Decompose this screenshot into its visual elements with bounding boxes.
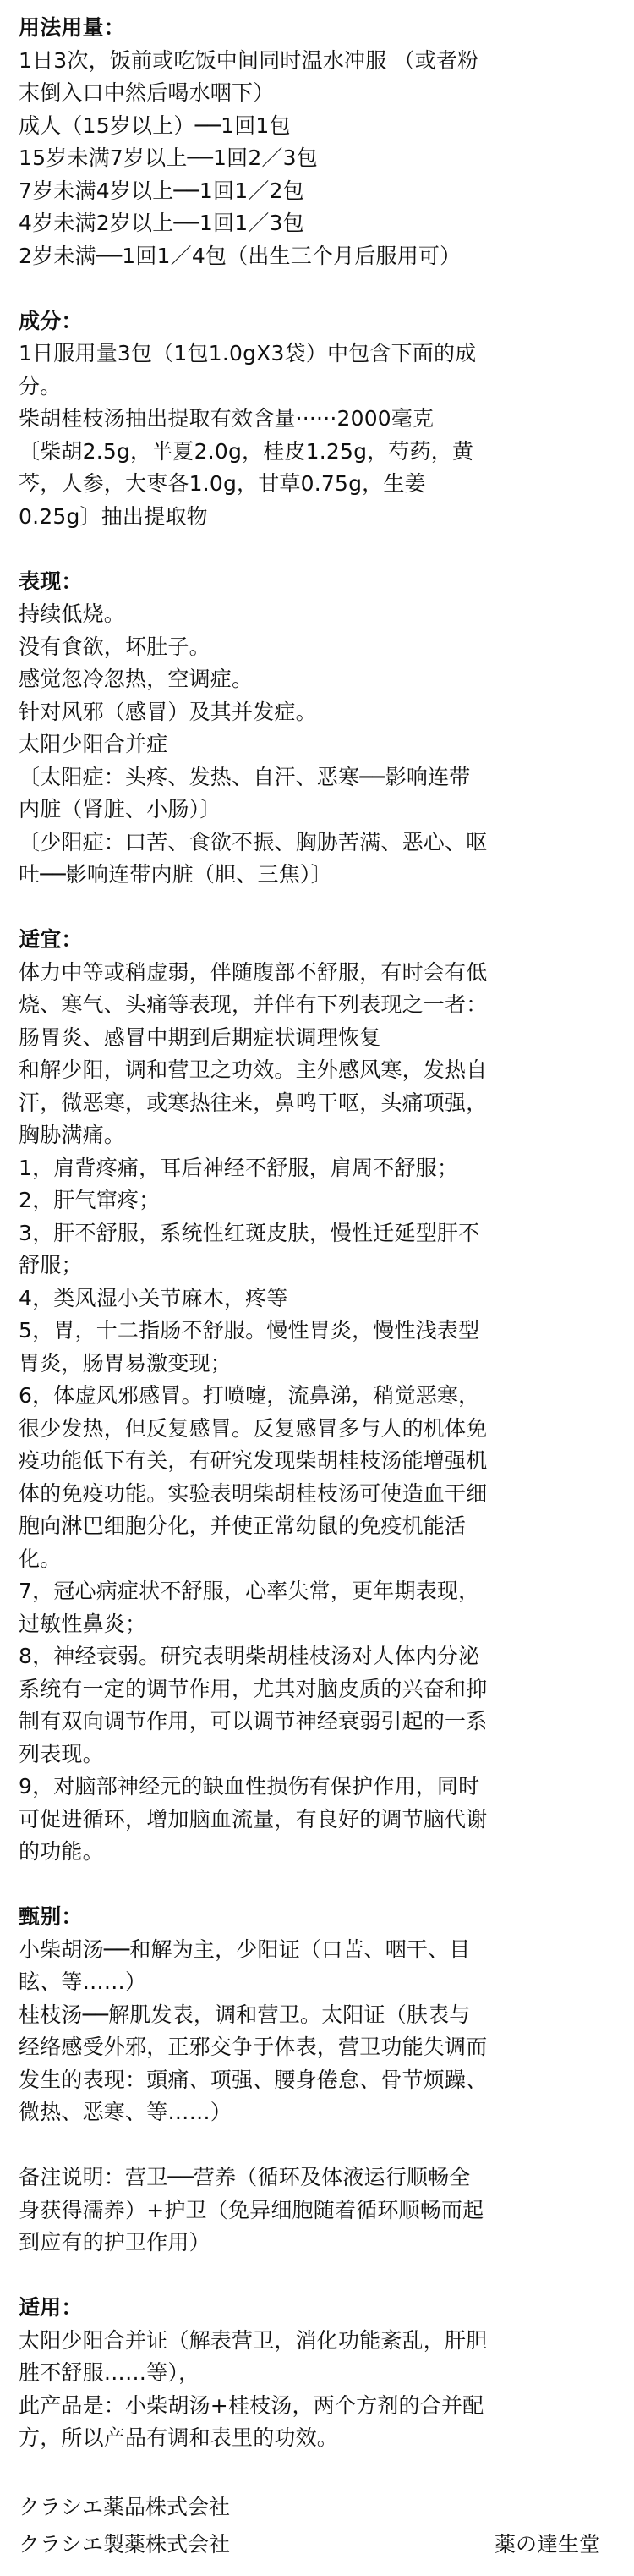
footer-row <box>19 2489 615 2526</box>
indications-line: 7，冠心病症状不舒服，心率失常，更年期表现， <box>19 1579 480 1603</box>
section-spacer <box>19 892 615 925</box>
indications-line: 系统有一定的调节作用，尤其对脑皮质的兴奋和抑 <box>19 1676 488 1701</box>
usage-line: 2岁未满──1回1／4包（出生三个月后服用可） <box>19 243 462 268</box>
usage-section <box>19 12 615 272</box>
differentiation-line: 小柴胡汤──和解为主，少阳证（口苦、咽干、目 <box>19 1936 471 1962</box>
indications-line: 体力中等或稍虚弱，伴随腹部不舒服，有时会有低 <box>19 959 488 985</box>
company-footer <box>19 2489 615 2563</box>
indications-line: 的功能。 <box>19 1839 104 1864</box>
indications-line: 2，肝气窜疼； <box>19 1188 161 1212</box>
symptoms-line: 没有食欲，坏肚子。 <box>19 634 210 659</box>
indications-line: 肠胃炎、感冒中期到后期症状调理恢复 <box>19 1024 381 1050</box>
company-name-pharma: クラシエ薬品株式会社 <box>19 2494 231 2519</box>
differentiation-section <box>19 1901 615 2260</box>
indications-heading: 适宜： <box>19 927 83 952</box>
suitable-line: 太阳少阳合并证（解表营卫，消化功能紊乱，肝胆 <box>19 2327 488 2353</box>
usage-line: 7岁未满4岁以上──1回1／2包 <box>19 178 304 203</box>
company-name-manufacturing: クラシエ製薬株式会社 <box>19 2531 231 2557</box>
indications-line: 体的免疫功能。实验表明柴胡桂枝汤可使造血干细 <box>19 1480 488 1506</box>
section-spacer <box>19 533 615 566</box>
indications-line: 胸胁满痛。 <box>19 1123 126 1147</box>
indications-line: 5，胃，十二指肠不舒服。慢性胃炎，慢性浅表型 <box>19 1318 480 1343</box>
usage-line: 1日3次，饭前或吃饭中间同时温水冲服 （或者粉 <box>19 47 479 73</box>
differentiation-heading: 甄别： <box>19 1904 83 1929</box>
ingredients-line: 芩，人参，大枣各1.0g，甘草0.75g，生姜 <box>19 471 426 496</box>
indications-line: 化。 <box>19 1546 62 1571</box>
symptoms-line: 太阳少阳合并症 <box>19 732 168 756</box>
indications-line: 很少发热，但反复感冒。反复感冒多与人的机体免 <box>19 1415 488 1441</box>
indications-line: 可促进循环，增加脑血流量，有良好的调节脑代谢 <box>19 1806 488 1832</box>
differentiation-line: 发生的表现：頭痛、项强、腰身倦怠、骨节烦躁、 <box>19 2067 488 2092</box>
suitable-heading: 适用： <box>19 2295 83 2320</box>
indications-line: 和解少阳，调和营卫之功效。主外感风寒，发热自 <box>19 1057 488 1082</box>
symptoms-line: 针对风邪（感冒）及其并发症。 <box>19 699 317 724</box>
section-spacer <box>19 2260 615 2293</box>
suitable-line: 胜不舒服……等）， <box>19 2360 200 2385</box>
usage-line: 15岁未满7岁以上──1回2／3包 <box>19 146 318 170</box>
indications-line: 列表现。 <box>19 1741 104 1766</box>
indications-line: 4，类风湿小关节麻木，疼等 <box>19 1285 288 1310</box>
indications-line: 胞向淋巴细胞分化，并使正常幼鼠的免疫机能活 <box>19 1513 467 1538</box>
indications-line: 1，肩背疼痛，耳后神经不舒服，肩周不舒服； <box>19 1155 459 1180</box>
symptoms-line: 〔少阳症：口苦、食欲不振、胸胁苦满、恶心、呕 <box>19 829 488 854</box>
ingredients-line: 〔柴胡2.5g，半夏2.0g，桂皮1.25g，芍药，黄 <box>19 438 474 464</box>
indications-section <box>19 924 615 1869</box>
usage-line: 4岁未满2岁以上──1回1／3包 <box>19 211 304 235</box>
footer-row <box>19 2526 615 2563</box>
indications-line: 过敏性鼻炎； <box>19 1611 147 1636</box>
ingredients-line: 1日服用量3包（1包1.0gX3袋）中包含下面的成 <box>19 341 477 365</box>
differentiation-line: 微热、恶寒、等……） <box>19 2100 232 2124</box>
symptoms-line: 内脏（肾脏、小肠）〕 <box>19 797 221 821</box>
indications-line: 汗，微恶寒，或寒热往来，鼻鸣干呕，头痛项强， <box>19 1090 488 1115</box>
symptoms-section <box>19 566 615 892</box>
indications-line: 制有双向调节作用，可以调节神经衰弱引起的一系 <box>19 1709 488 1733</box>
symptoms-line: 感觉忽冷忽热，空调症。 <box>19 667 254 691</box>
indications-line: 烧、寒气、头痛等表现，并伴有下列表现之一者： <box>19 992 488 1017</box>
differentiation-note-line: 到应有的护卫作用） <box>19 2230 210 2255</box>
note-spacer <box>19 2129 615 2162</box>
indications-line: 8，神经衰弱。研究表明柴胡桂枝汤对人体内分泌 <box>19 1644 480 1668</box>
symptoms-line: 〔太阳症：头疼、发热、自汗、恶寒──影响连带 <box>19 764 471 789</box>
symptoms-line: 吐──影响连带内脏（胆、三焦）〕 <box>19 862 332 887</box>
symptoms-line: 持续低烧。 <box>19 601 126 626</box>
ingredients-section <box>19 305 615 534</box>
differentiation-line: 经络感受外邪，正邪交争于体表，营卫功能失调而 <box>19 2035 488 2059</box>
indications-line: 疫功能低下有关，有研究发现柴胡桂枝汤能增强机 <box>19 1448 488 1473</box>
indications-line: 舒服； <box>19 1253 83 1277</box>
indications-line: 9，对脑部神经元的缺血性损伤有保护作用，同时 <box>19 1774 480 1799</box>
usage-heading: 用法用量： <box>19 15 126 40</box>
section-spacer <box>19 1869 615 1902</box>
differentiation-note-line: 身获得濡养）+护卫（免异细胞随着循环顺畅而起 <box>19 2197 484 2222</box>
differentiation-line: 眩、等……） <box>19 1969 147 1994</box>
differentiation-note-line: 备注说明：营卫──营养（循环及体液运行顺畅全 <box>19 2165 471 2189</box>
suitable-line: 方，所以产品有调和表里的功效。 <box>19 2425 339 2450</box>
suitable-section <box>19 2292 615 2455</box>
usage-line: 末倒入口中然后喝水咽下） <box>19 80 275 105</box>
suitable-line: 此产品是：小柴胡汤+桂枝汤，两个方剂的合并配 <box>19 2392 484 2418</box>
indications-line: 胃炎，肠胃易激变现； <box>19 1350 232 1376</box>
brand-name: 薬の達生堂 <box>494 2531 600 2557</box>
indications-line: 3，肝不舒服，系统性红斑皮肤，慢性迁延型肝不 <box>19 1220 480 1245</box>
indications-line: 6，体虚风邪感冒。打喷嚏，流鼻涕，稍觉恶寒， <box>19 1383 480 1408</box>
usage-line: 成人（15岁以上）──1回1包 <box>19 113 291 138</box>
ingredients-line: 0.25g〕抽出提取物 <box>19 503 208 529</box>
ingredients-heading: 成分： <box>19 308 83 333</box>
ingredients-line: 柴胡桂枝汤抽出提取有效含量······2000毫克 <box>19 406 435 431</box>
ingredients-line: 分。 <box>19 373 62 398</box>
symptoms-heading: 表现： <box>19 568 83 594</box>
section-spacer <box>19 272 615 305</box>
differentiation-line: 桂枝汤──解肌发表，调和营卫。太阳证（肤表与 <box>19 2002 471 2027</box>
